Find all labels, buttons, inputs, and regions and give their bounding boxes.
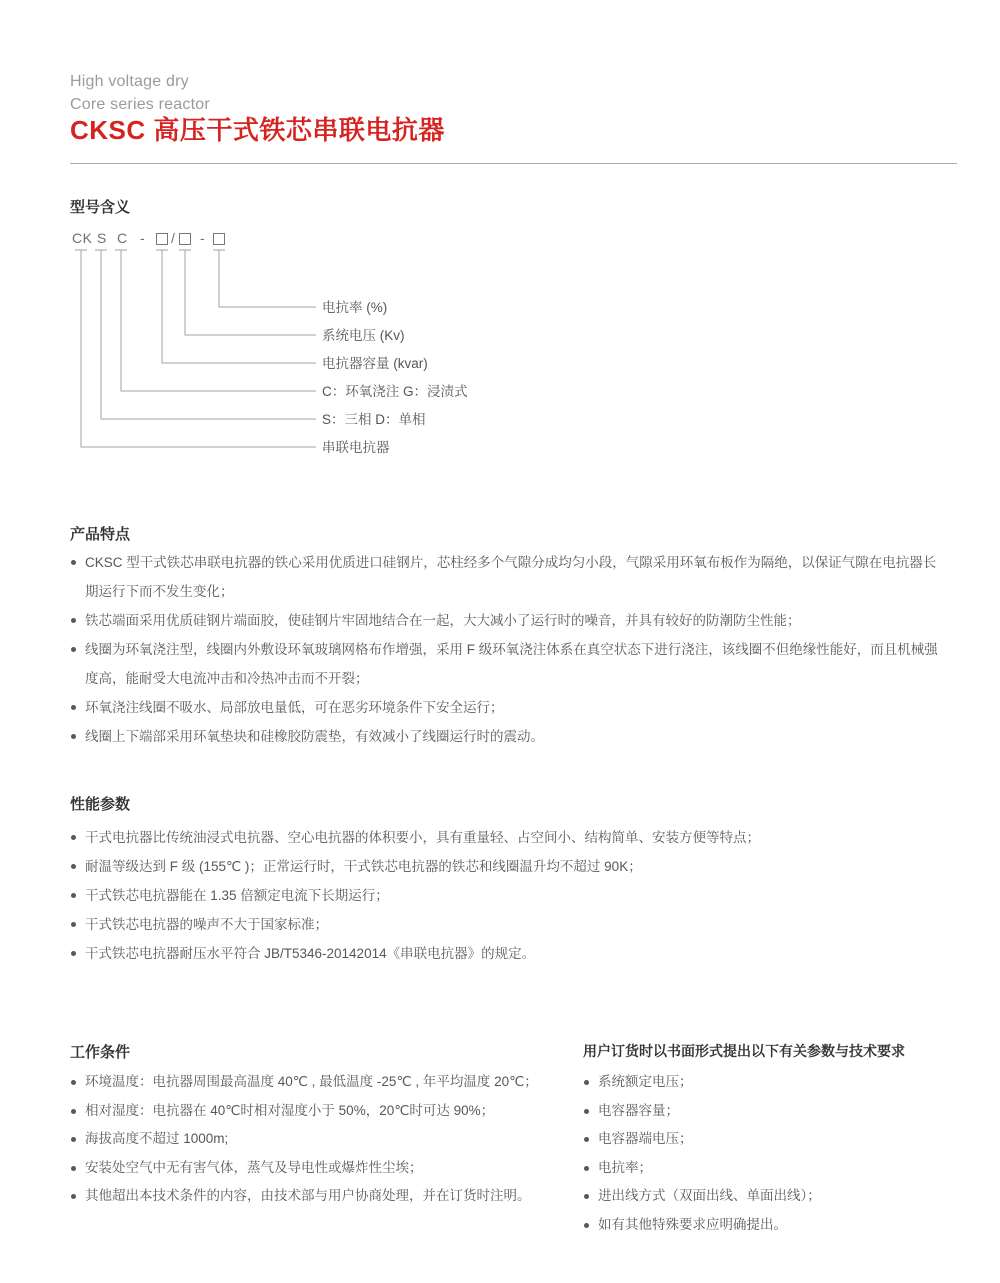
condition-text: 其他超出本技术条件的内容，由技术部与用户协商处理，并在订货时注明。 — [85, 1188, 531, 1203]
list-item — [70, 910, 944, 939]
performance-text: 干式铁芯电抗器耐压水平符合 JB/T5346-20142014《串联电抗器》的规定。 — [85, 946, 536, 961]
section-heading-working-conditions: 工作条件 — [70, 1044, 131, 1061]
connector-line — [75, 250, 316, 447]
section-heading-model-meaning: 型号含义 — [70, 199, 131, 216]
subtitle-english-line2: Core series reactor — [70, 96, 210, 113]
bullet-icon — [71, 864, 76, 869]
performance-text: 干式电抗器比传统油浸式电抗器、空心电抗器的体积要小，具有重量轻、占空间小、结构简单、安装方便等特点； — [85, 830, 760, 845]
list-item — [70, 852, 944, 881]
ordering-text: 电容器端电压； — [598, 1131, 693, 1146]
ordering-text: 电抗率； — [598, 1159, 652, 1175]
list-item — [70, 606, 944, 635]
section-heading-performance: 性能参数 — [70, 796, 131, 813]
diagram-label-phase-type: S：三相 D：单相 — [322, 412, 426, 427]
condition-text: 安装处空气中无有害气体，蒸气及导电性或爆炸性尘埃； — [85, 1159, 423, 1175]
list-item — [70, 881, 944, 910]
bullet-icon — [71, 1080, 76, 1085]
list-item — [70, 1182, 570, 1211]
bullet-icon — [71, 951, 76, 956]
features-list — [70, 548, 944, 751]
connector-line — [115, 250, 316, 391]
ordering-text: 系统额定电压； — [598, 1074, 693, 1089]
header-divider — [70, 163, 957, 164]
list-item — [583, 1211, 983, 1240]
bullet-icon — [71, 893, 76, 898]
bullet-icon — [584, 1194, 589, 1199]
list-item — [70, 1154, 570, 1183]
bullet-icon — [584, 1109, 589, 1114]
bullet-icon — [71, 618, 76, 623]
bullet-icon — [71, 922, 76, 927]
diagram-label-system-voltage: 系统电压 (Kv) — [322, 328, 405, 343]
bullet-icon — [71, 1194, 76, 1199]
connector-line — [213, 250, 316, 307]
feature-text: 铁芯端面采用优质硅钢片端面胶，使硅钢片牢固地结合在一起，大大减小了运行时的噪音，并具有较好的防潮防尘性能； — [85, 613, 801, 628]
code-dash-1: - — [140, 230, 146, 246]
list-item — [70, 548, 944, 606]
performance-text: 耐温等级达到 F 级 (155℃ )；正常运行时，干式铁芯电抗器的铁芯和线圈温升均不超过 90K； — [85, 859, 642, 874]
bullet-icon — [71, 647, 76, 652]
list-item — [583, 1125, 983, 1154]
condition-text: 环境温度：电抗器周围最高温度 40℃ , 最低温度 -25℃ , 年平均温度 20℃； — [85, 1074, 538, 1089]
list-item — [70, 1125, 570, 1154]
code-part-s: S — [97, 230, 107, 246]
bullet-icon — [584, 1137, 589, 1142]
list-item — [70, 939, 944, 968]
list-item — [70, 823, 944, 852]
diagram-connector-lines — [70, 228, 570, 463]
bullet-icon — [71, 734, 76, 739]
bullet-icon — [71, 1166, 76, 1171]
bullet-icon — [584, 1080, 589, 1085]
working-conditions-list — [70, 1068, 570, 1211]
list-item — [70, 1097, 570, 1126]
bullet-icon — [584, 1166, 589, 1171]
feature-text: 线圈上下端部采用环氧垫块和硅橡胶防震垫，有效减小了线圈运行时的震动。 — [85, 729, 544, 744]
bullet-icon — [71, 560, 76, 565]
section-heading-ordering: 用户订货时以书面形式提出以下有关参数与技术要求 — [583, 1043, 905, 1059]
performance-text: 干式铁芯电抗器的噪声不大于国家标准； — [85, 917, 328, 932]
bullet-icon — [71, 1137, 76, 1142]
list-item — [583, 1097, 983, 1126]
diagram-label-reactor-capacity: 电抗器容量 (kvar) — [322, 356, 428, 371]
list-item — [70, 722, 944, 751]
section-heading-features: 产品特点 — [70, 526, 131, 543]
bullet-icon — [584, 1223, 589, 1228]
list-item — [70, 635, 944, 693]
bullet-icon — [71, 705, 76, 710]
subtitle-english-line1: High voltage dry — [70, 73, 189, 90]
list-item — [583, 1154, 983, 1183]
condition-text: 相对湿度：电抗器在 40℃时相对湿度小于 50%，20℃时可达 90%； — [85, 1102, 495, 1118]
feature-text: 环氧浇注线圈不吸水、局部放电量低，可在恶劣环境条件下安全运行； — [85, 700, 504, 715]
connector-line — [179, 250, 316, 335]
bullet-icon — [71, 1109, 76, 1114]
bullet-icon — [71, 835, 76, 840]
list-item — [583, 1182, 983, 1211]
code-part-c: C — [117, 230, 128, 246]
page-title: CKSC 高压干式铁芯串联电抗器 — [70, 115, 445, 145]
diagram-label-reactance-rate: 电抗率 (%) — [322, 300, 388, 315]
code-part-ck: CK — [72, 230, 93, 246]
condition-text: 海拔高度不超过 1000m; — [85, 1131, 229, 1146]
code-slash: / — [171, 230, 176, 246]
list-item — [583, 1068, 983, 1097]
diagram-label-cast-type: C：环氧浇注 G：浸渍式 — [322, 384, 468, 399]
ordering-text: 进出线方式（双面出线、单面出线）； — [598, 1188, 821, 1203]
list-item — [70, 693, 944, 722]
performance-list — [70, 823, 944, 968]
ordering-text: 如有其他特殊要求应明确提出。 — [598, 1216, 787, 1232]
ordering-text: 电容器容量； — [598, 1102, 679, 1118]
feature-text: 线圈为环氧浇注型，线圈内外敷设环氧玻璃网格布作增强，采用 F 级环氧浇注体系在真空状态下进行浇注，该线圈不但绝缘性能好，而且机械强度高，能耐受大电流冲击和冷热冲击而不开裂； — [85, 642, 938, 686]
feature-text: CKSC 型干式铁芯串联电抗器的铁心采用优质进口硅钢片，芯柱经多个气隙分成均匀小段，气隙采用环氧布板作为隔绝，以保证气隙在电抗器长期运行下而不发生变化； — [85, 555, 937, 599]
list-item — [70, 1068, 570, 1097]
ordering-list — [583, 1068, 983, 1239]
code-dash-2: - — [200, 230, 206, 246]
performance-text: 干式铁芯电抗器能在 1.35 倍额定电流下长期运行； — [85, 888, 389, 903]
diagram-label-series-reactor: 串联电抗器 — [322, 440, 390, 455]
